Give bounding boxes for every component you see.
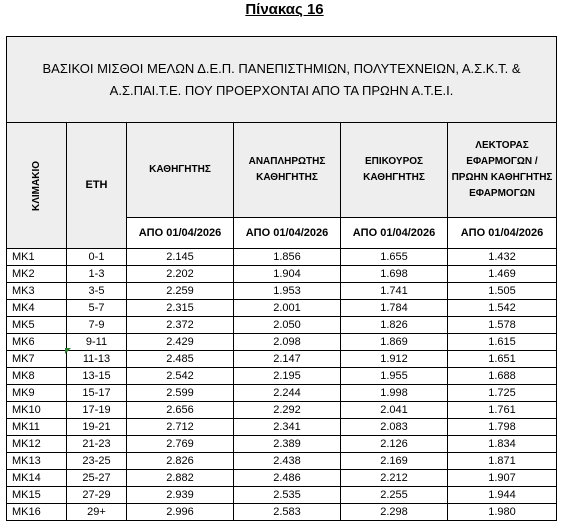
assistant-professor-salary-cell: 1.784	[341, 300, 448, 317]
assistant-professor-salary-cell: 2.298	[341, 504, 448, 521]
header-assistant-professor: ΕΠΙΚΟΥΡΟΣ ΚΑΘΗΓΗΤΗΣ	[341, 123, 448, 218]
associate-professor-salary-cell: 1.904	[234, 266, 341, 283]
professor-salary-cell: 2.145	[127, 249, 234, 266]
years-cell: 15-17	[67, 385, 127, 402]
assistant-professor-salary-cell: 2.126	[341, 436, 448, 453]
lecturer-salary-cell: 1.505	[448, 283, 557, 300]
assistant-professor-salary-cell: 1.655	[341, 249, 448, 266]
lecturer-salary-cell: 1.980	[448, 504, 557, 521]
lecturer-salary-cell: 1.578	[448, 317, 557, 334]
professor-salary-cell: 2.372	[127, 317, 234, 334]
assistant-professor-salary-cell: 2.212	[341, 470, 448, 487]
professor-salary-cell: 2.712	[127, 419, 234, 436]
table-row	[7, 419, 557, 436]
grade-cell: ΜΚ11	[7, 419, 67, 436]
table-row	[7, 487, 557, 504]
years-cell: 27-29	[67, 487, 127, 504]
associate-professor-salary-cell: 2.147	[234, 351, 341, 368]
grade-cell: ΜΚ16	[7, 504, 67, 521]
grade-cell: ΜΚ9	[7, 385, 67, 402]
associate-professor-salary-cell: 2.195	[234, 368, 341, 385]
associate-professor-salary-cell: 2.050	[234, 317, 341, 334]
years-cell: 1-3	[67, 266, 127, 283]
lecturer-salary-cell: 1.651	[448, 351, 557, 368]
grade-cell: ΜΚ1	[7, 249, 67, 266]
lecturer-salary-cell: 1.542	[448, 300, 557, 317]
lecturer-salary-cell: 1.432	[448, 249, 557, 266]
date-header-3: ΑΠΟ 01/04/2026	[341, 218, 448, 249]
table-row	[7, 283, 557, 300]
associate-professor-salary-cell: 1.856	[234, 249, 341, 266]
assistant-professor-salary-cell: 1.869	[341, 334, 448, 351]
grade-cell: ΜΚ4	[7, 300, 67, 317]
years-cell: 11-13	[67, 351, 127, 368]
lecturer-salary-cell: 1.871	[448, 453, 557, 470]
professor-salary-cell: 2.656	[127, 402, 234, 419]
table-row	[7, 351, 557, 368]
grade-cell: ΜΚ8	[7, 368, 67, 385]
years-cell: 7-9	[67, 317, 127, 334]
table-row	[7, 266, 557, 283]
table-row	[7, 334, 557, 351]
professor-salary-cell: 2.769	[127, 436, 234, 453]
years-cell: 3-5	[67, 283, 127, 300]
table-row	[7, 249, 557, 266]
associate-professor-salary-cell: 1.953	[234, 283, 341, 300]
assistant-professor-salary-cell: 2.255	[341, 487, 448, 504]
grade-cell: ΜΚ12	[7, 436, 67, 453]
assistant-professor-salary-cell: 1.998	[341, 385, 448, 402]
grade-cell: ΜΚ2	[7, 266, 67, 283]
associate-professor-salary-cell: 2.583	[234, 504, 341, 521]
years-cell: 29+	[67, 504, 127, 521]
associate-professor-salary-cell: 2.244	[234, 385, 341, 402]
page-title: Πίνακας 16	[245, 1, 324, 18]
years-cell: 21-23	[67, 436, 127, 453]
assistant-professor-salary-cell: 1.698	[341, 266, 448, 283]
cell-comment-marker	[65, 348, 71, 354]
assistant-professor-salary-cell: 2.169	[341, 453, 448, 470]
grade-cell: ΜΚ13	[7, 453, 67, 470]
professor-salary-cell: 2.202	[127, 266, 234, 283]
table-row	[7, 368, 557, 385]
grade-cell: ΜΚ3	[7, 283, 67, 300]
associate-professor-salary-cell: 2.535	[234, 487, 341, 504]
lecturer-salary-cell: 1.834	[448, 436, 557, 453]
years-cell: 19-21	[67, 419, 127, 436]
professor-salary-cell: 2.429	[127, 334, 234, 351]
grade-cell: ΜΚ10	[7, 402, 67, 419]
header-grade	[7, 123, 67, 249]
header-associate-professor: ΑΝΑΠΛΗΡΩΤΗΣ ΚΑΘΗΓΗΤΗΣ	[234, 123, 341, 218]
lecturer-salary-cell: 1.761	[448, 402, 557, 419]
years-cell: 23-25	[67, 453, 127, 470]
years-cell: 17-19	[67, 402, 127, 419]
years-cell: 25-27	[67, 470, 127, 487]
header-grade-label: ΚΛΙΜΑΚΙΟ	[31, 160, 42, 211]
years-cell: 9-11	[67, 334, 127, 351]
associate-professor-salary-cell: 2.341	[234, 419, 341, 436]
table-row	[7, 470, 557, 487]
assistant-professor-salary-cell: 1.826	[341, 317, 448, 334]
assistant-professor-salary-cell: 1.955	[341, 368, 448, 385]
date-header-4: ΑΠΟ 01/04/2026	[448, 218, 557, 249]
table-row	[7, 453, 557, 470]
associate-professor-salary-cell: 2.098	[234, 334, 341, 351]
associate-professor-salary-cell: 2.292	[234, 402, 341, 419]
years-cell: 13-15	[67, 368, 127, 385]
grade-cell: ΜΚ15	[7, 487, 67, 504]
table-caption: ΒΑΣΙΚΟΙ ΜΙΣΘΟΙ ΜΕΛΩΝ Δ.Ε.Π. ΠΑΝΕΠΙΣΤΗΜΙΩΝ, ΠΟΛΥΤΕΧΝΕΙΩΝ, Α.Σ.Κ.Τ. & Α.Σ.ΠΑΙ.Τ.Ε. ΠΟΥ ΠΡΟΕΡΧΟΝΤΑΙ ΑΠΟ ΤΑ ΠΡΩΗΝ Α.Τ.Ε.Ι.	[7, 37, 557, 123]
grade-cell: ΜΚ6	[7, 334, 67, 351]
years-cell: 0-1	[67, 249, 127, 266]
date-header-1: ΑΠΟ 01/04/2026	[127, 218, 234, 249]
professor-salary-cell: 2.259	[127, 283, 234, 300]
table-row	[7, 385, 557, 402]
header-years: ΕΤΗ	[67, 123, 127, 249]
professor-salary-cell: 2.826	[127, 453, 234, 470]
lecturer-salary-cell: 1.469	[448, 266, 557, 283]
professor-salary-cell: 2.542	[127, 368, 234, 385]
table-row	[7, 300, 557, 317]
date-header-2: ΑΠΟ 01/04/2026	[234, 218, 341, 249]
lecturer-salary-cell: 1.688	[448, 368, 557, 385]
professor-salary-cell: 2.939	[127, 487, 234, 504]
header-professor: ΚΑΘΗΓΗΤΗΣ	[127, 123, 234, 218]
grade-cell: ΜΚ14	[7, 470, 67, 487]
salary-table	[6, 36, 557, 521]
professor-salary-cell: 2.996	[127, 504, 234, 521]
professor-salary-cell: 2.599	[127, 385, 234, 402]
associate-professor-salary-cell: 2.389	[234, 436, 341, 453]
grade-cell: ΜΚ5	[7, 317, 67, 334]
table-row	[7, 402, 557, 419]
associate-professor-salary-cell: 2.486	[234, 470, 341, 487]
grade-cell: ΜΚ7	[7, 351, 67, 368]
professor-salary-cell: 2.485	[127, 351, 234, 368]
caption-row	[7, 37, 557, 123]
professor-salary-cell: 2.315	[127, 300, 234, 317]
table-row	[7, 317, 557, 334]
associate-professor-salary-cell: 2.001	[234, 300, 341, 317]
lecturer-salary-cell: 1.615	[448, 334, 557, 351]
lecturer-salary-cell: 1.798	[448, 419, 557, 436]
lecturer-salary-cell: 1.725	[448, 385, 557, 402]
assistant-professor-salary-cell: 1.912	[341, 351, 448, 368]
assistant-professor-salary-cell: 1.741	[341, 283, 448, 300]
table-row	[7, 436, 557, 453]
associate-professor-salary-cell: 2.438	[234, 453, 341, 470]
assistant-professor-salary-cell: 2.083	[341, 419, 448, 436]
professor-salary-cell: 2.882	[127, 470, 234, 487]
lecturer-salary-cell: 1.944	[448, 487, 557, 504]
header-row	[7, 123, 557, 218]
assistant-professor-salary-cell: 2.041	[341, 402, 448, 419]
lecturer-salary-cell: 1.907	[448, 470, 557, 487]
table-row	[7, 504, 557, 521]
years-cell: 5-7	[67, 300, 127, 317]
header-lecturer: ΛΕΚΤΟΡΑΣ ΕΦΑΡΜΟΓΩΝ / ΠΡΩΗΝ ΚΑΘΗΓΗΤΗΣ ΕΦΑΡΜΟΓΩΝ	[448, 123, 557, 218]
